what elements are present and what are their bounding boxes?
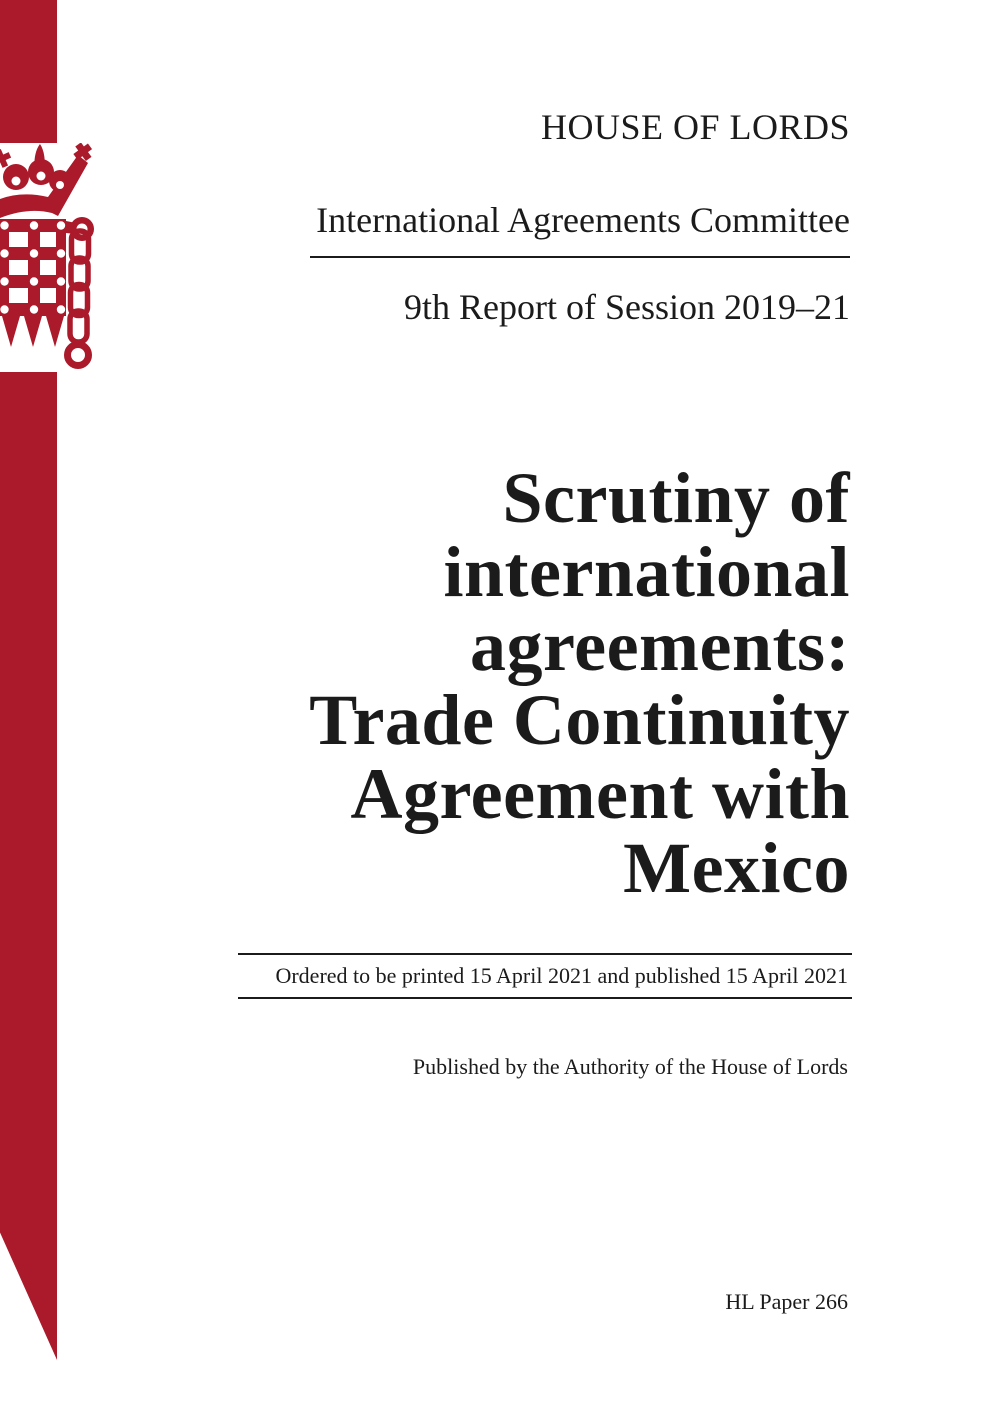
- committee-name: International Agreements Committee: [316, 200, 850, 240]
- publisher-line: Published by the Authority of the House of Lords: [412, 1054, 848, 1079]
- title-line-6: Mexico: [623, 828, 850, 908]
- title-line-2: international: [443, 532, 850, 612]
- title-line-4: Trade Continuity: [309, 680, 850, 760]
- order-banner: [238, 953, 852, 999]
- paper-number: HL Paper 266: [725, 1289, 848, 1314]
- report-session-line: 9th Report of Session 2019–21: [404, 287, 850, 327]
- institution-title: HOUSE OF LORDS: [540, 107, 850, 147]
- committee-underline-rule: [310, 256, 850, 258]
- order-line: Ordered to be printed 15 April 2021 and published 15 April 2021: [275, 963, 848, 988]
- report-title: [0, 458, 850, 908]
- title-line-1: Scrutiny of: [502, 458, 850, 538]
- title-line-5: Agreement with: [350, 754, 850, 834]
- title-line-3: agreements:: [469, 606, 850, 686]
